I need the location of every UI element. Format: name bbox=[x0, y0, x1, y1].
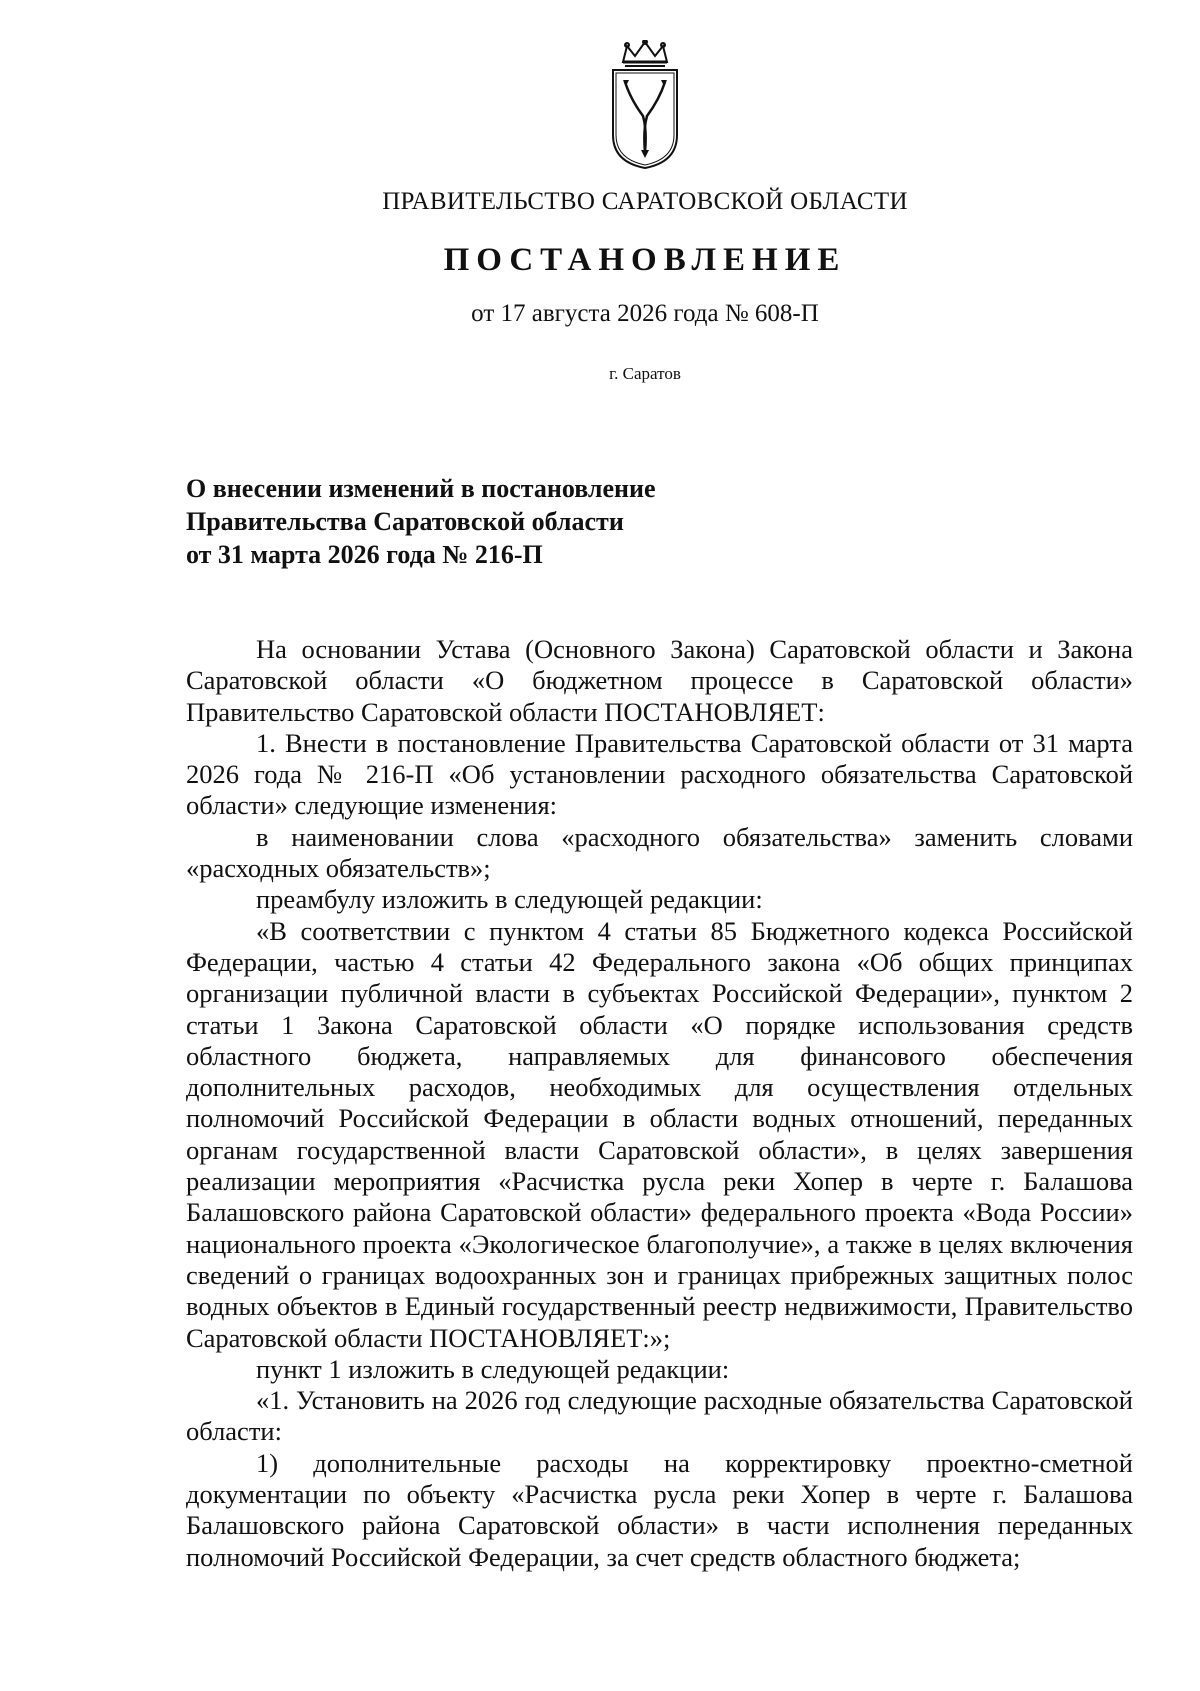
organization-name: ПРАВИТЕЛЬСТВО САРАТОВСКОЙ ОБЛАСТИ bbox=[382, 188, 908, 215]
body-paragraph: в наименовании слова «расходного обязательства» заменить словами «расходных обязательств»; bbox=[186, 821, 1133, 884]
body-paragraph: 1) дополнительные расходы на корректировку проектно-сметной документации по объекту «Расчистка русла реки Хопер в черте г. Балашова Балашовского района Саратовской области» в части исполнения переданных полномочий Российской Федерации, за счет средств областного бюджета; bbox=[186, 1447, 1133, 1572]
saratov-coat-of-arms-icon bbox=[605, 40, 685, 170]
body-paragraph: «1. Установить на 2026 год следующие расходные обязательства Саратовской области: bbox=[186, 1385, 1133, 1447]
subject-line: Правительства Саратовской области bbox=[186, 507, 624, 536]
document-city: г. Саратов bbox=[609, 364, 681, 383]
document-subject bbox=[186, 472, 656, 571]
body-paragraph: На основании Устава (Основного Закона) Саратовской области и Закона Саратовской области «О бюджетном процессе в Саратовской области» Правительство Саратовской области ПОСТАНОВЛЯЕТ: bbox=[186, 634, 1133, 727]
body-paragraph: «В соответствии с пунктом 4 статьи 85 Бюджетного кодекса Российской Федерации, частью 4 статьи 42 Федерального закона «Об общих принципах организации публичной власти в субъектах Российской Федерации», пунктом 2 статьи 1 Закона Саратовской области «О порядке использования средств областного бюджета, направляемых для финансового обеспечения дополнительных расходов, необходимых для осуществления отдельных полномочий Российской Федерации в области водных отношений, переданных органам государственной власти Саратовской области», в целях завершения реализации мероприятия «Расчистка русла реки Хопер в черте г. Балашова Балашовского района Саратовской области» федерального проекта «Вода России» национального проекта «Экологическое благополучие», а также в целях включения сведений о границах водоохранных зон и границах прибрежных защитных полос водных объектов в Единый государственный реестр недвижимости, Правительство Саратовской области ПОСТАНОВЛЯЕТ:»; bbox=[186, 915, 1133, 1353]
subject-line: О внесении изменений в постановление bbox=[186, 474, 656, 503]
document-type: ПОСТАНОВЛЕНИЕ bbox=[443, 242, 847, 278]
body-paragraph: 1. Внести в постановление Правительства Саратовской области от 31 марта 2026 года № 216-П «Об установлении расходного обязательства Саратовской области» следующие изменения: bbox=[186, 727, 1133, 821]
body-paragraph: пункт 1 изложить в следующей редакции: bbox=[256, 1353, 730, 1384]
document-body bbox=[186, 634, 1133, 1573]
subject-line: от 31 марта 2026 года № 216-П bbox=[186, 540, 543, 569]
body-paragraph: преамбулу изложить в следующей редакции: bbox=[256, 884, 763, 915]
document-date-number: от 17 августа 2026 года № 608-П bbox=[471, 300, 819, 327]
